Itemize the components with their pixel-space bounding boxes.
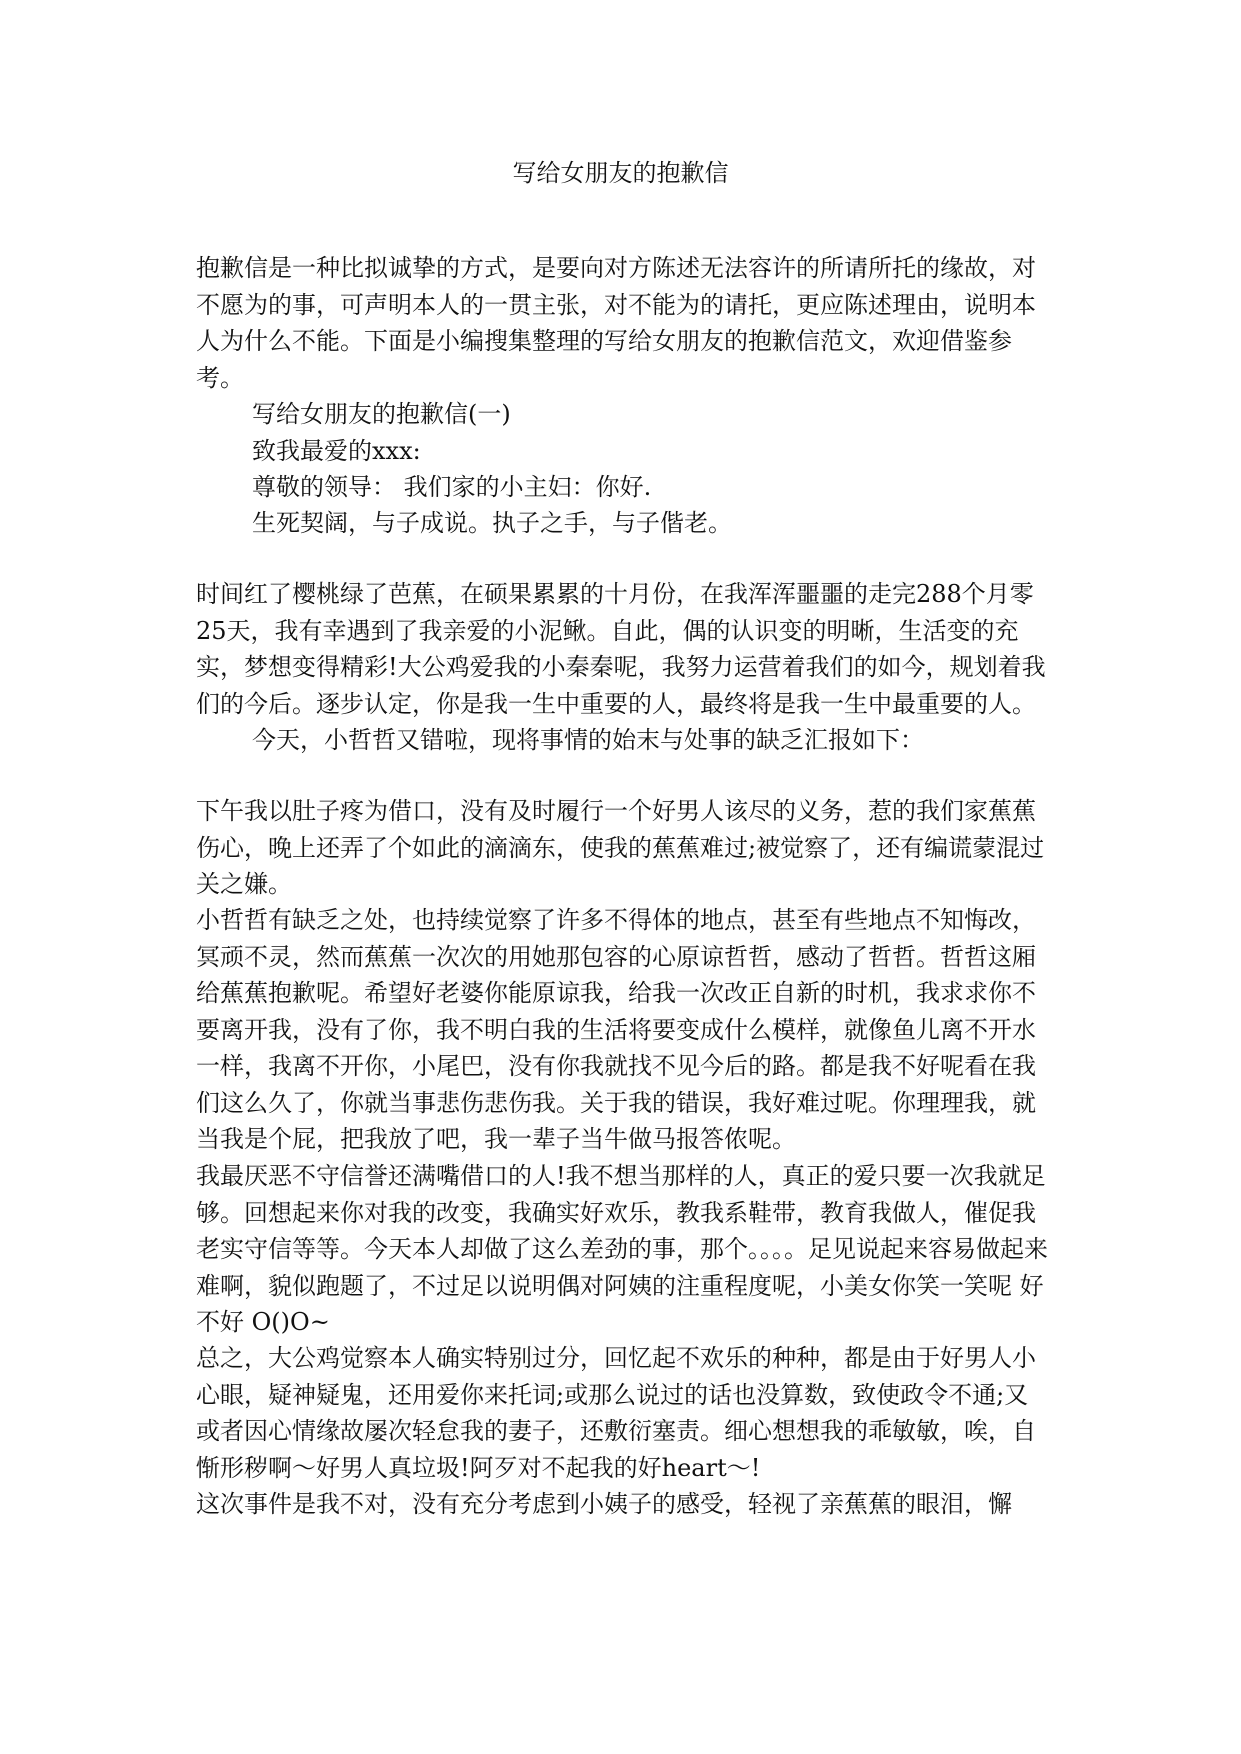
paragraph-1: 时间红了樱桃绿了芭蕉，在硕果累累的十月份，在我浑浑噩噩的走完288个月零25天，我有幸遇到了我亲爱的小泥鳅。自此，偶的认识变的明晰，生活变的充实，梦想变得精彩!大公鸡爱我的小秦秦呢，我努力运营着我们的如今，规划着我们的今后。逐步认定，你是我一生中重要的人，最终将是我一生中最重要的人。	[196, 580, 1046, 718]
greeting: 尊敬的领导： 我们家的小主妇：你好.	[252, 473, 652, 501]
document-title: 写给女朋友的抱歉信	[512, 159, 729, 187]
letter-heading: 写给女朋友的抱歉信(一)	[252, 400, 511, 428]
opening-quote: 生死契阔，与子成说。执子之手，与子偕老。	[252, 509, 732, 537]
paragraph-4: 我最厌恶不守信誉还满嘴借口的人!我不想当那样的人，真正的爱只要一次我就足够。回想起来你对我的改变，我确实好欢乐，教我系鞋带，教育我做人，催促我老实守信等等。今天本人却做了这么差劲的事，那个。。。。足见说起来容易做起来难啊，貌似跑题了，不过足以说明偶对阿姨的注重程度呢，小美女你笑一笑呢 好不好 O()O~	[196, 1162, 1048, 1336]
paragraph-6: 这次事件是我不对，没有充分考虑到小姨子的感受，轻视了亲蕉蕉的眼泪，懈	[196, 1490, 1012, 1518]
paragraph-5: 总之，大公鸡觉察本人确实特别过分，回忆起不欢乐的种种，都是由于好男人小心眼，疑神疑鬼，还用爱你来托词;或那么说过的话也没算数，致使政令不通;又或者因心情缘故屡次轻怠我的妻子，还敷衍塞责。细心想想我的乖敏敏，唉，自惭形秽啊～好男人真垃圾!阿歹对不起我的好heart～!	[196, 1344, 1036, 1482]
paragraph-3: 小哲哲有缺乏之处，也持续觉察了许多不得体的地点，甚至有些地点不知悔改，冥顽不灵，然而蕉蕉一次次的用她那包容的心原谅哲哲，感动了哲哲。哲哲这厢给蕉蕉抱歉呢。希望好老婆你能原谅我，给我一次改正自新的时机，我求求你不要离开我，没有了你，我不明白我的生活将要变成什么模样，就像鱼儿离不开水一样，我离不开你，小尾巴，没有你我就找不见今后的路。都是我不好呢看在我们这么久了，你就当事悲伤悲伤我。关于我的错误，我好难过呢。你理理我，就当我是个屁，把我放了吧，我一辈子当牛做马报答侬呢。	[196, 906, 1036, 1153]
paragraph-2: 下午我以肚子疼为借口，没有及时履行一个好男人该尽的义务，惹的我们家蕉蕉伤心，晚上还弄了个如此的滴滴东，使我的蕉蕉难过;被觉察了，还有编谎蒙混过关之嫌。	[196, 797, 1045, 898]
salutation: 致我最爱的xxx:	[252, 437, 421, 465]
intro-paragraph: 抱歉信是一种比拟诚挚的方式，是要向对方陈述无法容许的所请所托的缘故，对不愿为的事，可声明本人的一贯主张，对不能为的请托，更应陈述理由，说明本人为什么不能。下面是小编搜集整理的写给女朋友的抱歉信范文，欢迎借鉴参考。	[196, 254, 1036, 392]
today-line: 今天，小哲哲又错啦，现将事情的始末与处事的缺乏汇报如下：	[252, 726, 924, 754]
